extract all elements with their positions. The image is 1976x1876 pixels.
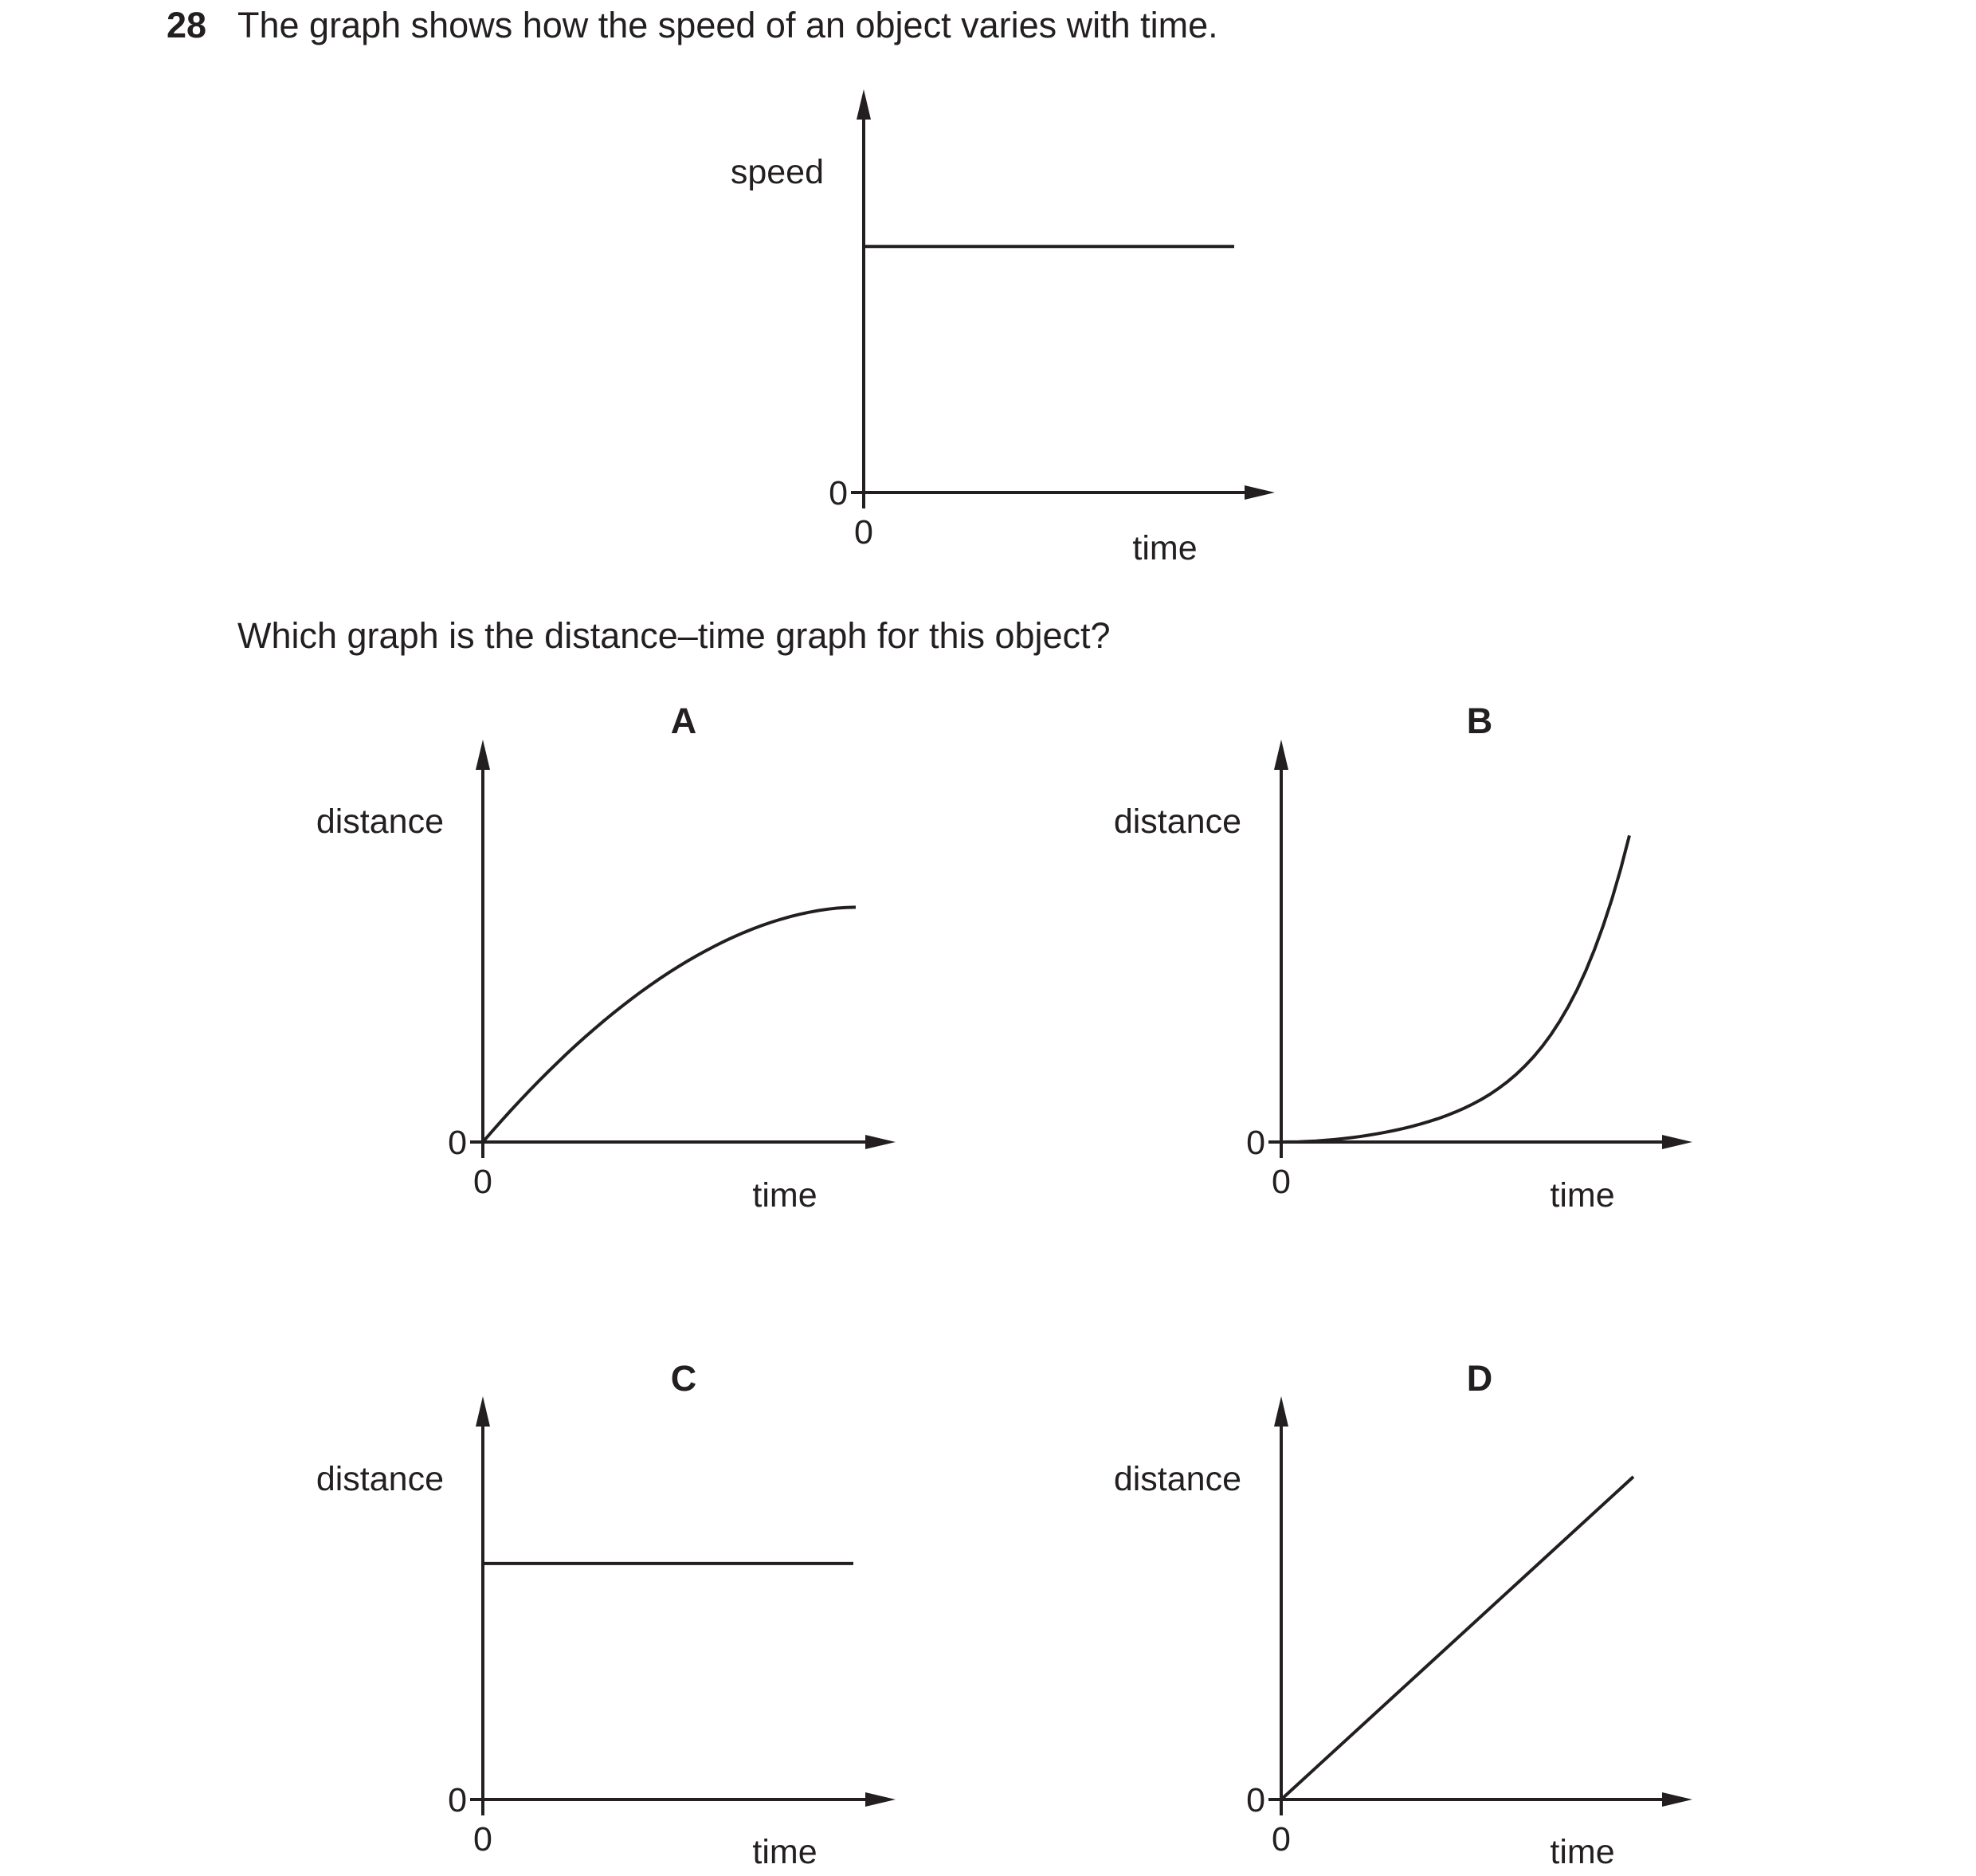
y-axis-label: distance <box>316 803 444 841</box>
option-letter: A <box>670 701 697 741</box>
x-axis-arrow-icon <box>865 1135 896 1149</box>
y-axis-arrow-icon <box>476 740 490 770</box>
y-axis-label: speed <box>730 153 824 191</box>
series-line <box>1281 835 1629 1142</box>
x-axis-arrow-icon <box>865 1792 896 1807</box>
y-axis-arrow-icon <box>857 89 871 120</box>
x-axis-arrow-icon <box>1662 1135 1692 1149</box>
y-axis-arrow-icon <box>1274 1396 1288 1427</box>
chart-option-b <box>1114 701 1692 1215</box>
y-origin-label: 0 <box>1246 1124 1265 1162</box>
x-axis-label: time <box>1550 1176 1615 1215</box>
x-origin-label: 0 <box>1272 1163 1291 1201</box>
x-origin-label: 0 <box>473 1820 492 1858</box>
question-number: 28 <box>167 5 207 45</box>
chart-speed-time <box>731 89 1275 567</box>
option-letter: B <box>1466 701 1493 741</box>
x-axis-label: time <box>1550 1833 1615 1871</box>
y-axis-arrow-icon <box>476 1396 490 1427</box>
y-axis-label: distance <box>1113 803 1241 841</box>
chart-option-d <box>1114 1358 1692 1871</box>
chart-option-c <box>316 1358 896 1871</box>
x-axis-label: time <box>752 1176 817 1215</box>
x-axis-arrow-icon <box>1245 485 1275 500</box>
y-origin-label: 0 <box>448 1781 467 1819</box>
y-origin-label: 0 <box>1246 1781 1265 1819</box>
x-axis-label: time <box>1132 529 1198 567</box>
x-axis-arrow-icon <box>1662 1792 1692 1807</box>
y-axis-arrow-icon <box>1274 740 1288 770</box>
question-text: The graph shows how the speed of an object varies with time. <box>237 5 1218 45</box>
y-origin-label: 0 <box>829 474 848 512</box>
series-line <box>1281 1477 1633 1799</box>
option-letter: C <box>670 1358 697 1399</box>
chart-option-a <box>316 701 896 1215</box>
series-line <box>483 907 856 1142</box>
y-axis-label: distance <box>316 1460 444 1498</box>
y-axis-label: distance <box>1113 1460 1241 1498</box>
x-origin-label: 0 <box>473 1163 492 1201</box>
option-letter: D <box>1466 1358 1493 1399</box>
y-origin-label: 0 <box>448 1124 467 1162</box>
x-origin-label: 0 <box>1272 1820 1291 1858</box>
x-origin-label: 0 <box>854 513 873 551</box>
x-axis-label: time <box>752 1833 817 1871</box>
question-prompt: Which graph is the distance–time graph for this object? <box>237 615 1111 656</box>
